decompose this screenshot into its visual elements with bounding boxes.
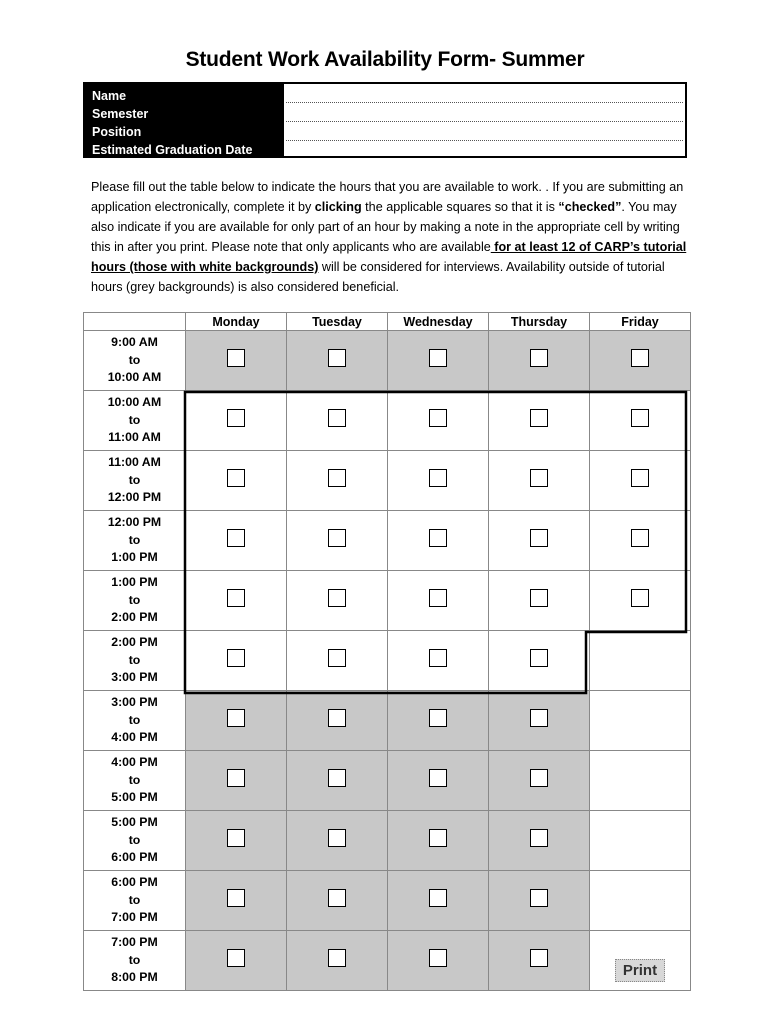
table-row (84, 871, 691, 931)
availability-checkbox[interactable] (530, 949, 548, 967)
time-slot-sep: to (128, 652, 141, 667)
day-header-friday: Friday (590, 313, 691, 331)
time-slot-sep: to (128, 892, 141, 907)
availability-cell-wednesday (388, 451, 489, 511)
availability-cell-wednesday (388, 391, 489, 451)
info-labels (85, 84, 284, 156)
availability-cell-thursday (489, 751, 590, 811)
time-slot-end: 1:00 PM (111, 550, 158, 565)
availability-cell-tuesday (287, 811, 388, 871)
availability-cell-monday (186, 451, 287, 511)
availability-checkbox[interactable] (530, 409, 548, 427)
time-slot-start: 9:00 AM (111, 335, 158, 350)
position-label: Position (92, 125, 142, 139)
time-slot-end: 4:00 PM (111, 730, 158, 745)
availability-cell-wednesday (388, 511, 489, 571)
position-field[interactable] (286, 122, 683, 140)
availability-cell-monday (186, 511, 287, 571)
table-row (84, 811, 691, 871)
availability-cell-tuesday (287, 331, 388, 391)
time-slot-end: 11:00 AM (108, 430, 161, 445)
day-header-wednesday: Wednesday (388, 313, 489, 331)
name-field[interactable] (286, 84, 683, 102)
semester-label: Semester (92, 107, 149, 121)
availability-checkbox[interactable] (328, 769, 346, 787)
instr-checked: “checked” (558, 200, 622, 214)
instructions-paragraph (91, 177, 687, 297)
availability-checkbox[interactable] (227, 529, 245, 547)
time-slot-label (84, 811, 186, 871)
time-slot-label (84, 451, 186, 511)
time-slot-sep: to (128, 532, 141, 547)
time-slot-start: 12:00 PM (107, 515, 162, 530)
time-slot-label (84, 751, 186, 811)
availability-checkbox[interactable] (530, 469, 548, 487)
position-field-row (286, 122, 683, 141)
time-slot-start: 7:00 PM (111, 935, 158, 950)
availability-cell-wednesday (388, 331, 489, 391)
availability-checkbox[interactable] (429, 529, 447, 547)
instr-text-1: Please fill out the table below to indicate the hours that you are available to work. . If you are submitting an application electronically, complete it by (91, 180, 684, 214)
time-slot-label (84, 331, 186, 391)
time-header-blank (84, 313, 186, 331)
availability-cell-thursday (489, 931, 590, 991)
time-slot-label (84, 691, 186, 751)
availability-checkbox[interactable] (429, 469, 447, 487)
time-slot-label (84, 511, 186, 571)
availability-checkbox[interactable] (631, 589, 649, 607)
availability-cell-tuesday (287, 391, 388, 451)
time-slot-start: 1:00 PM (111, 575, 158, 590)
availability-cell-wednesday (388, 871, 489, 931)
time-slot-end: 7:00 PM (111, 910, 158, 925)
availability-cell-thursday (489, 511, 590, 571)
table-row (84, 571, 691, 631)
availability-checkbox[interactable] (530, 529, 548, 547)
time-slot-start: 11:00 AM (108, 455, 161, 470)
time-slot-label (84, 931, 186, 991)
time-slot-start: 3:00 PM (111, 695, 158, 710)
availability-checkbox[interactable] (429, 589, 447, 607)
availability-checkbox[interactable] (227, 709, 245, 727)
availability-cell-friday (590, 931, 691, 991)
semester-field[interactable] (286, 103, 683, 121)
table-row (84, 451, 691, 511)
time-slot-end: 6:00 PM (111, 850, 158, 865)
availability-cell-thursday (489, 331, 590, 391)
availability-checkbox[interactable] (530, 709, 548, 727)
graduation-date-field-row (286, 141, 683, 159)
availability-cell-wednesday (388, 931, 489, 991)
time-slot-sep: to (128, 412, 141, 427)
availability-checkbox[interactable] (530, 649, 548, 667)
availability-cell-wednesday (388, 751, 489, 811)
time-slot-end: 2:00 PM (111, 610, 158, 625)
availability-checkbox[interactable] (631, 529, 649, 547)
availability-checkbox[interactable] (227, 949, 245, 967)
availability-cell-monday (186, 751, 287, 811)
time-slot-start: 5:00 PM (111, 815, 158, 830)
availability-checkbox[interactable] (328, 589, 346, 607)
graduation-date-field[interactable] (286, 141, 683, 159)
availability-cell-tuesday (287, 931, 388, 991)
availability-cell-monday (186, 391, 287, 451)
time-slot-sep: to (128, 712, 141, 727)
time-slot-start: 2:00 PM (111, 635, 158, 650)
time-slot-end: 5:00 PM (111, 790, 158, 805)
table-row (84, 511, 691, 571)
availability-checkbox[interactable] (227, 469, 245, 487)
instr-clicking: clicking (314, 200, 362, 214)
availability-checkbox[interactable] (631, 469, 649, 487)
availability-checkbox[interactable] (227, 829, 245, 847)
availability-checkbox[interactable] (429, 949, 447, 967)
availability-checkbox[interactable] (429, 889, 447, 907)
availability-cell-thursday (489, 631, 590, 691)
instr-text-5: . You may also indicate if you are available for only part of an hour by making a note in the appropriate cell by writing this in after you print. Please note that only applicants who are available (91, 200, 680, 254)
availability-checkbox[interactable] (429, 769, 447, 787)
availability-cell-monday (186, 571, 287, 631)
time-slot-sep: to (128, 832, 141, 847)
form-title: Student Work Availability Form- Summer (185, 48, 585, 71)
availability-cell-friday (590, 571, 691, 631)
availability-cell-friday (590, 511, 691, 571)
semester-field-row (286, 103, 683, 122)
availability-checkbox[interactable] (429, 709, 447, 727)
availability-cell-monday (186, 931, 287, 991)
table-header-row (84, 313, 691, 331)
availability-cell-tuesday (287, 751, 388, 811)
instr-requirement: for at least 12 of CARP’s tutorial hours (those with white backgrounds) (91, 240, 687, 274)
availability-cell-friday (590, 631, 691, 691)
time-slot-sep: to (128, 352, 141, 367)
time-slot-label (84, 391, 186, 451)
availability-cell-thursday (489, 571, 590, 631)
availability-cell-wednesday (388, 811, 489, 871)
day-header-tuesday: Tuesday (287, 313, 388, 331)
time-slot-sep: to (128, 772, 141, 787)
table-row (84, 691, 691, 751)
availability-cell-thursday (489, 391, 590, 451)
availability-checkbox[interactable] (328, 529, 346, 547)
time-slot-sep: to (128, 592, 141, 607)
availability-cell-tuesday (287, 571, 388, 631)
availability-cell-monday (186, 331, 287, 391)
time-slot-label (84, 571, 186, 631)
availability-cell-thursday (489, 871, 590, 931)
time-slot-start: 10:00 AM (107, 395, 162, 410)
availability-cell-friday (590, 811, 691, 871)
applicant-info-table (83, 82, 687, 158)
availability-cell-wednesday (388, 631, 489, 691)
time-slot-end: 10:00 AM (107, 370, 162, 385)
availability-cell-tuesday (287, 691, 388, 751)
availability-checkbox[interactable] (429, 409, 447, 427)
availability-checkbox[interactable] (227, 649, 245, 667)
time-slot-start: 4:00 PM (111, 755, 158, 770)
availability-cell-monday (186, 871, 287, 931)
availability-checkbox[interactable] (328, 649, 346, 667)
info-fields (284, 84, 685, 156)
availability-cell-thursday (489, 691, 590, 751)
table-row (84, 391, 691, 451)
time-slot-end: 3:00 PM (111, 670, 158, 685)
time-slot-label (84, 631, 186, 691)
availability-checkbox[interactable] (429, 349, 447, 367)
availability-checkbox[interactable] (227, 589, 245, 607)
name-field-row (286, 84, 683, 103)
availability-cell-thursday (489, 451, 590, 511)
availability-cell-friday (590, 331, 691, 391)
availability-cell-tuesday (287, 871, 388, 931)
availability-checkbox[interactable] (631, 349, 649, 367)
availability-checkbox[interactable] (530, 889, 548, 907)
availability-cell-friday (590, 691, 691, 751)
availability-checkbox[interactable] (328, 889, 346, 907)
availability-checkbox[interactable] (328, 709, 346, 727)
availability-cell-tuesday (287, 511, 388, 571)
availability-cell-monday (186, 631, 287, 691)
graduation-date-label: Estimated Graduation Date (92, 143, 253, 157)
day-header-thursday: Thursday (489, 313, 590, 331)
availability-checkbox[interactable] (530, 349, 548, 367)
table-row (84, 931, 691, 991)
availability-checkbox[interactable] (530, 769, 548, 787)
availability-cell-tuesday (287, 631, 388, 691)
availability-checkbox[interactable] (429, 829, 447, 847)
day-header-monday: Monday (186, 313, 287, 331)
availability-cell-thursday (489, 811, 590, 871)
table-row (84, 631, 691, 691)
availability-checkbox[interactable] (328, 349, 346, 367)
availability-cell-friday (590, 751, 691, 811)
time-slot-sep: to (128, 952, 141, 967)
time-slot-end: 12:00 PM (107, 490, 162, 505)
availability-checkbox[interactable] (429, 649, 447, 667)
availability-checkbox[interactable] (328, 949, 346, 967)
availability-checkbox[interactable] (227, 769, 245, 787)
instr-text-7: will be considered for interviews. Availability outside of tutorial hours (grey backgrounds) is also considered beneficial. (91, 260, 665, 294)
time-slot-start: 6:00 PM (111, 875, 158, 890)
print-button[interactable]: Print (615, 959, 665, 982)
availability-cell-friday (590, 391, 691, 451)
availability-cell-friday (590, 871, 691, 931)
availability-cell-friday (590, 451, 691, 511)
table-row (84, 751, 691, 811)
availability-checkbox[interactable] (328, 829, 346, 847)
availability-table-body (84, 331, 691, 991)
availability-checkbox[interactable] (530, 829, 548, 847)
availability-cell-monday (186, 811, 287, 871)
availability-checkbox[interactable] (328, 409, 346, 427)
availability-checkbox[interactable] (530, 589, 548, 607)
availability-checkbox[interactable] (227, 409, 245, 427)
time-slot-sep: to (128, 472, 141, 487)
availability-cell-monday (186, 691, 287, 751)
table-row (84, 331, 691, 391)
time-slot-label (84, 871, 186, 931)
instructions (91, 177, 687, 297)
availability-cell-tuesday (287, 451, 388, 511)
availability-checkbox[interactable] (631, 409, 649, 427)
availability-cell-wednesday (388, 691, 489, 751)
availability-cell-wednesday (388, 571, 489, 631)
availability-checkbox[interactable] (227, 889, 245, 907)
availability-checkbox[interactable] (328, 469, 346, 487)
time-slot-end: 8:00 PM (111, 970, 158, 985)
availability-table (83, 312, 691, 991)
availability-checkbox[interactable] (227, 349, 245, 367)
instr-text-3: the applicable squares so that it is (361, 200, 559, 214)
name-label: Name (92, 89, 127, 103)
